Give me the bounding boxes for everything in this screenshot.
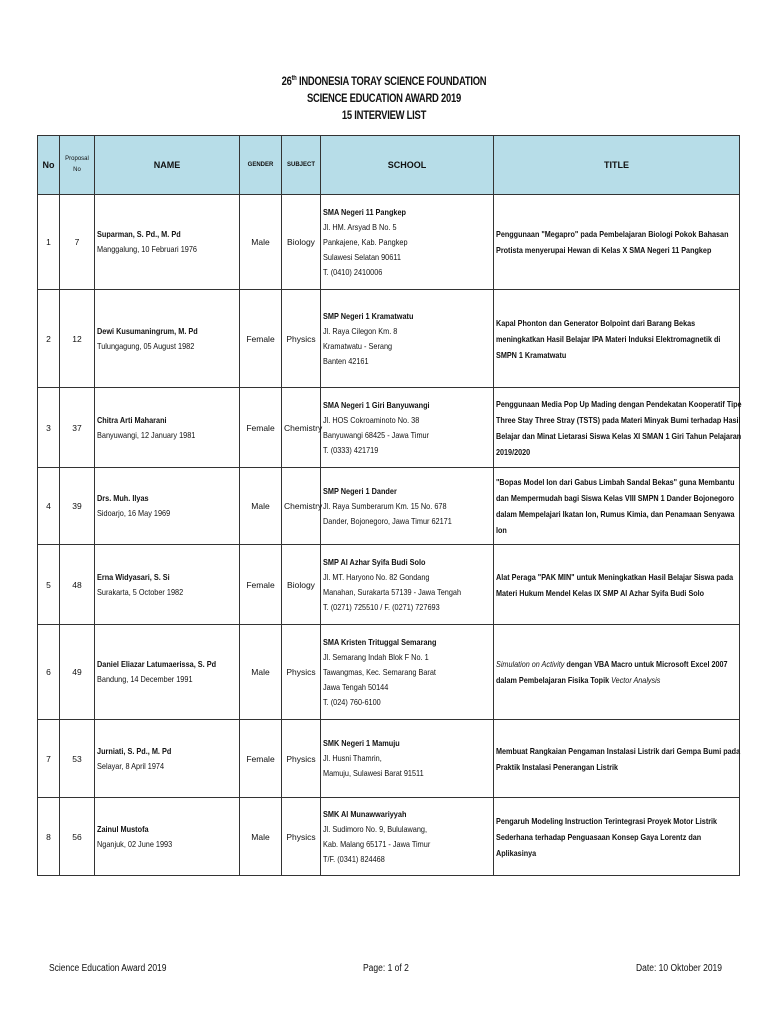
subject-cell: Physics (282, 720, 321, 798)
participant-name: Suparman, S. Pd., M. Pd (97, 229, 181, 239)
school-line: Sulawesi Selatan 90611 (323, 251, 401, 262)
gender-cell: Male (240, 625, 282, 720)
participant-cell (95, 388, 240, 468)
table-header-row (38, 136, 740, 195)
proposal-number: 37 (60, 388, 95, 468)
row-number: 8 (38, 798, 60, 876)
school-cell (321, 290, 494, 388)
title-italic: Vector Analysis (611, 675, 661, 685)
school-line: Manahan, Surakarta 57139 - Jawa Tengah (323, 586, 462, 597)
school-line: Jl. HM. Arsyad B No. 5 (323, 221, 397, 232)
school-line: SMK Al Munawwariyyah (323, 808, 407, 819)
school-line: Jl. HOS Cokroaminoto No. 38 (323, 414, 420, 425)
title-cell: Penggunaan "Megapro" pada Pembelajaran Biologi Pokok Bahasan Protista menyerupai Hewan di Kelas X SMA Negeri 11 Pangkep (494, 195, 740, 290)
participant-name: Daniel Eliazar Latumaerissa, S. Pd (97, 659, 217, 669)
school-cell (321, 798, 494, 876)
interview-list-table (37, 135, 740, 876)
table-row (38, 290, 740, 388)
participant-cell (95, 468, 240, 545)
school-line: SMA Negeri 1 Giri Banyuwangi (323, 399, 430, 410)
footer-left: Science Education Award 2019 (49, 963, 167, 974)
proposal-number: 48 (60, 545, 95, 625)
row-number: 6 (38, 625, 60, 720)
footer-date: Date: 10 Oktober 2019 (636, 963, 723, 974)
participant-name: Drs. Muh. Ilyas (97, 493, 149, 503)
school-line: Jawa Tengah 50144 (323, 681, 389, 692)
participant-cell (95, 545, 240, 625)
table-row (38, 388, 740, 468)
table-row (38, 720, 740, 798)
school-cell (321, 625, 494, 720)
col-header-no: No (38, 136, 60, 195)
participant-birth: Surakarta, 5 October 1982 (97, 586, 184, 597)
school-line: Kab. Malang 65171 - Jawa Timur (323, 838, 431, 849)
gender-cell: Female (240, 388, 282, 468)
col-header-subject: SUBJECT (282, 136, 321, 195)
school-cell (321, 468, 494, 545)
gender-cell: Female (240, 290, 282, 388)
table-row (38, 468, 740, 545)
subject-cell: Physics (282, 625, 321, 720)
school-line: Jl. Sudimoro No. 9, Bululawang, (323, 823, 428, 834)
header-line-3: 15 INTERVIEW LIST (341, 109, 427, 122)
subject-cell: Biology (282, 545, 321, 625)
participant-birth: Bandung, 14 December 1991 (97, 674, 193, 684)
row-number: 4 (38, 468, 60, 545)
participant-name: Chitra Arti Maharani (97, 414, 167, 425)
school-line: SMA Kristen Trituggal Semarang (323, 636, 437, 647)
participant-name: Jurniati, S. Pd., M. Pd (97, 745, 172, 756)
row-number: 5 (38, 545, 60, 625)
col-header-proposal: Proposal No (60, 136, 95, 195)
participant-birth: Banyuwangi, 12 January 1981 (97, 429, 196, 440)
gender-cell: Male (240, 468, 282, 545)
proposal-number: 39 (60, 468, 95, 545)
school-line: T/F. (0341) 824468 (323, 853, 385, 864)
school-line: T. (0410) 2410006 (323, 266, 383, 277)
subject-cell: Biology (282, 195, 321, 290)
title-italic: Simulation on Activity (496, 659, 565, 669)
footer-page: Page: 1 of 2 (363, 963, 409, 974)
gender-cell: Male (240, 195, 282, 290)
school-line: T. (0333) 421719 (323, 444, 379, 455)
proposal-number: 53 (60, 720, 95, 798)
school-line: Pankajene, Kab. Pangkep (323, 236, 408, 247)
title-cell: Penggunaan Media Pop Up Mading dengan Pendekatan Kooperatif Tipe Three Stay Three Stray (TSTS) pada Materi Minyak Bumi terhadap Hasil Belajar dan Minat Lietarasi Siswa Kelas XI SMAN 1 Giri Tahun Pelajaran 2019/2020 (494, 388, 740, 468)
participant-cell (95, 195, 240, 290)
participant-name: Dewi Kusumaningrum, M. Pd (97, 325, 198, 336)
table-row (38, 545, 740, 625)
participant-cell (95, 625, 240, 720)
school-line: SMP Negeri 1 Dander (323, 485, 397, 496)
title-cell: Alat Peraga "PAK MIN" untuk Meningkatkan Hasil Belajar Siswa pada Materi Hukum Mendel Kelas IX SMP Al Azhar Syifa Budi Solo (494, 545, 740, 625)
participant-cell (95, 290, 240, 388)
col-header-gender: GENDER (240, 136, 282, 195)
school-line: T. (024) 760-6100 (323, 696, 381, 707)
school-line: Jl. MT. Haryono No. 82 Gondang (323, 571, 430, 582)
subject-cell: Chemistry (282, 388, 321, 468)
gender-cell: Female (240, 720, 282, 798)
table-row (38, 625, 740, 720)
subject-cell: Chemistry (282, 468, 321, 545)
participant-birth: Nganjuk, 02 June 1993 (97, 838, 173, 849)
col-header-name: NAME (95, 136, 240, 195)
gender-cell: Female (240, 545, 282, 625)
participant-birth: Tulungagung, 05 August 1982 (97, 340, 195, 351)
school-line: Kramatwatu - Serang (323, 340, 393, 351)
school-line: Mamuju, Sulawesi Barat 91511 (323, 768, 424, 778)
school-line: SMP Al Azhar Syifa Budi Solo (323, 556, 426, 567)
school-cell (321, 720, 494, 798)
school-cell (321, 545, 494, 625)
school-line: SMP Negeri 1 Kramatwatu (323, 310, 414, 321)
school-line: SMA Negeri 11 Pangkep (323, 206, 407, 217)
participant-birth: Manggalung, 10 Februari 1976 (97, 244, 197, 254)
participant-cell (95, 720, 240, 798)
participant-name: Erna Widyasari, S. Si (97, 571, 170, 582)
participant-birth: Sidoarjo, 16 May 1969 (97, 508, 171, 518)
subject-cell: Physics (282, 798, 321, 876)
header-line-1: 26th INDONESIA TORAY SCIENCE FOUNDATION (281, 75, 487, 88)
school-line: Dander, Bojonegoro, Jawa Timur 62171 (323, 515, 452, 526)
row-number: 3 (38, 388, 60, 468)
proposal-number: 12 (60, 290, 95, 388)
row-number: 2 (38, 290, 60, 388)
subject-cell: Physics (282, 290, 321, 388)
proposal-number: 49 (60, 625, 95, 720)
col-header-school: SCHOOL (321, 136, 494, 195)
title-cell: Simulation on Activity dengan VBA Macro untuk Microsoft Excel 2007 dalam Pembelajaran Fisika Topik Vector Analysis (494, 625, 740, 720)
school-line: SMK Negeri 1 Mamuju (323, 738, 400, 748)
participant-cell (95, 798, 240, 876)
participant-birth: Selayar, 8 April 1974 (97, 760, 165, 771)
table-row (38, 195, 740, 290)
school-line: Jl. Raya Cilegon Km. 8 (323, 325, 398, 336)
title-cell: Pengaruh Modeling Instruction Terintegrasi Proyek Motor Listrik Sederhana terhadap Penguasaan Konsep Gaya Lorentz dan Aplikasinya (494, 798, 740, 876)
school-line: Jl. Husni Thamrin, (323, 753, 382, 763)
proposal-number: 7 (60, 195, 95, 290)
participant-name: Zainul Mustofa (97, 823, 149, 834)
table-row (38, 798, 740, 876)
school-line: T. (0271) 725510 / F. (0271) 727693 (323, 601, 440, 612)
proposal-number: 56 (60, 798, 95, 876)
document-header (0, 70, 768, 125)
gender-cell: Male (240, 798, 282, 876)
row-number: 7 (38, 720, 60, 798)
school-cell (321, 195, 494, 290)
school-line: Jl. Semarang Indah Blok F No. 1 (323, 651, 429, 662)
school-line: Banyuwangi 68425 - Jawa Timur (323, 429, 430, 440)
school-line: Jl. Raya Sumberarum Km. 15 No. 678 (323, 500, 447, 511)
row-number: 1 (38, 195, 60, 290)
header-line-2: SCIENCE EDUCATION AWARD 2019 (307, 92, 461, 105)
school-cell (321, 388, 494, 468)
col-header-title: TITLE (494, 136, 740, 195)
title-cell: Membuat Rangkaian Pengaman Instalasi Listrik dari Gempa Bumi pada Praktik Instalasi Penerangan Listrik (494, 720, 740, 798)
school-line: Banten 42161 (323, 355, 369, 366)
title-cell: Kapal Phonton dan Generator Bolpoint dari Barang Bekas meningkatkan Hasil Belajar IPA Materi Induksi Elektromagnetik di SMPN 1 Kramatwatu (494, 290, 740, 388)
title-cell: "Bopas Model Ion dari Gabus Limbah Sandal Bekas" guna Membantu dan Mempermudah bagi Siswa Kelas VIII SMPN 1 Dander Bojonegoro dalam Mempelajari Ikatan Ion, Rumus Kimia, dan Penamaan Senyawa Ion (494, 468, 740, 545)
school-line: Tawangmas, Kec. Semarang Barat (323, 666, 436, 677)
